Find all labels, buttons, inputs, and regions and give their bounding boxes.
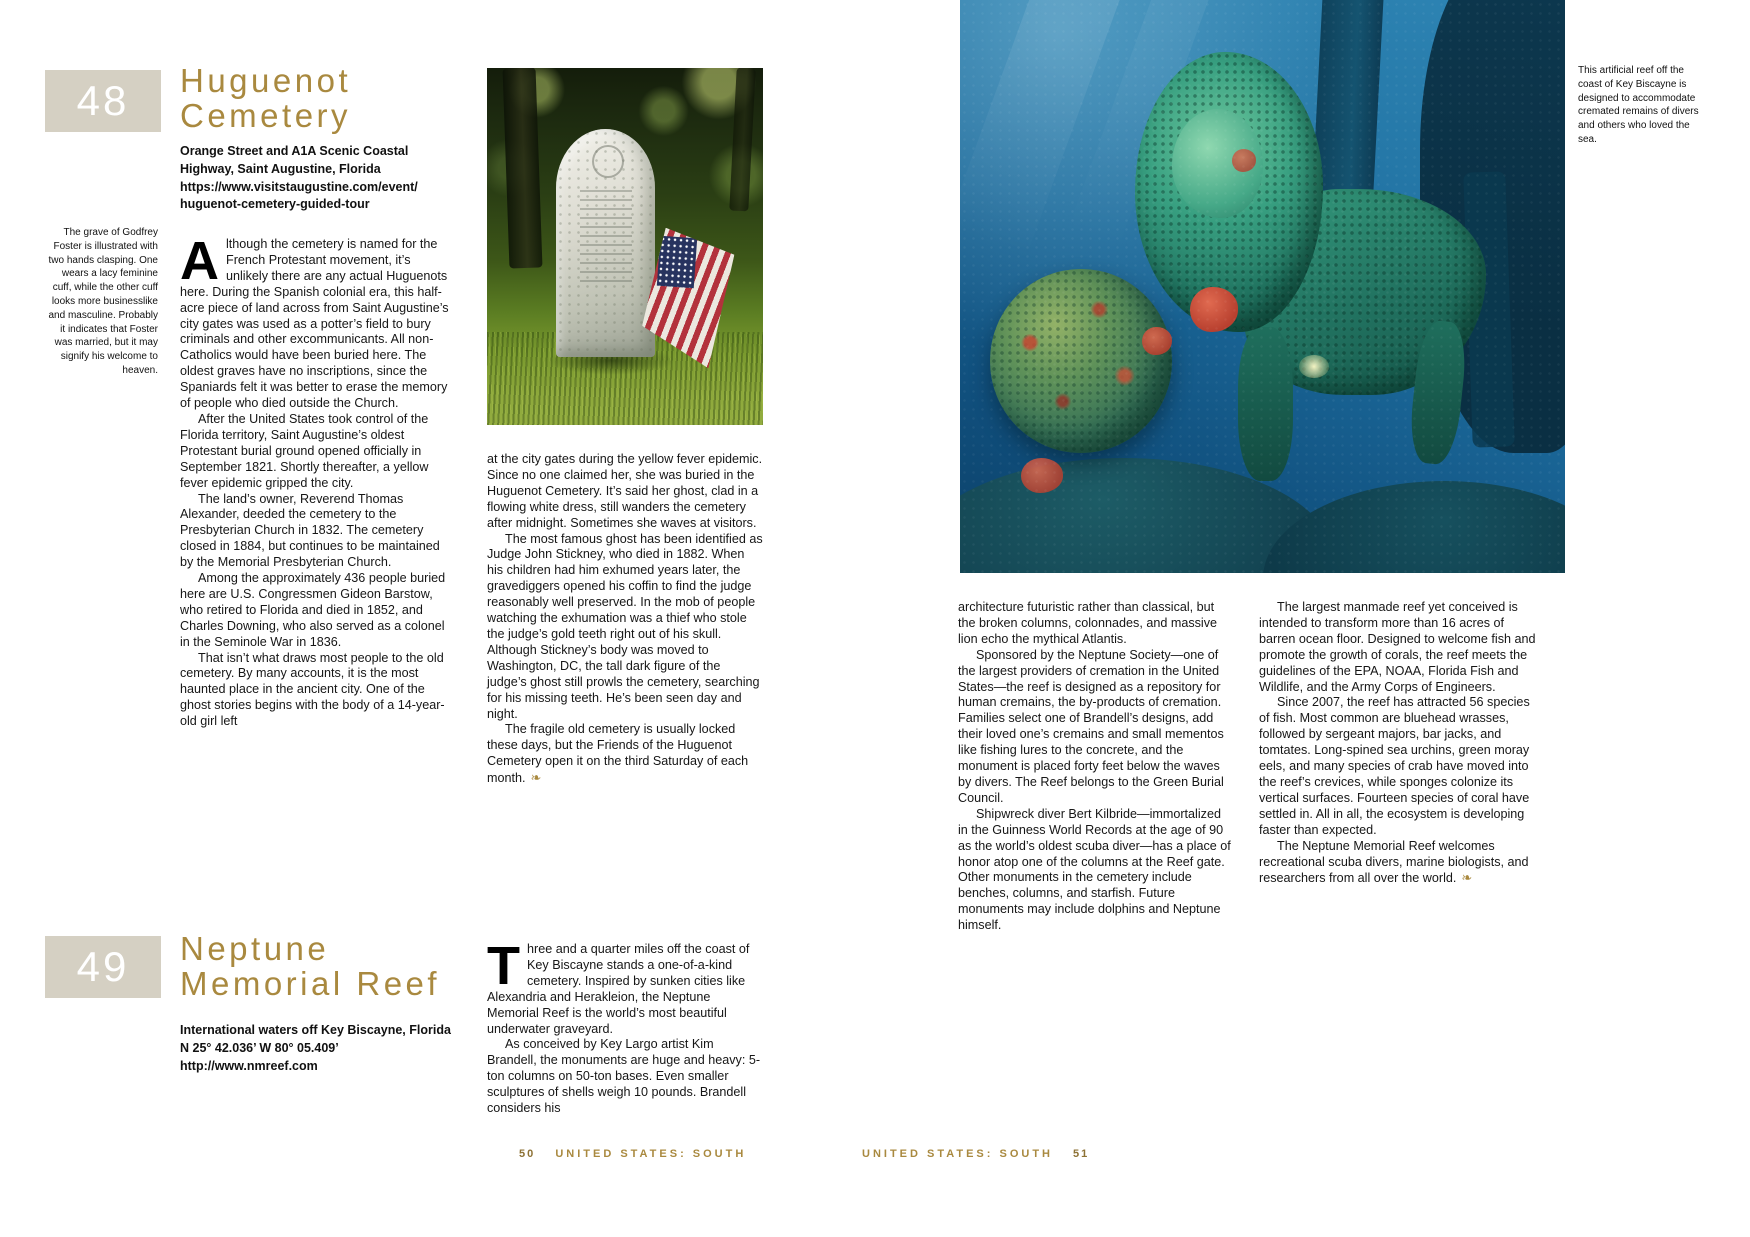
address-line: Orange Street and A1A Scenic Coastal xyxy=(180,144,409,158)
entry-number: 49 xyxy=(76,943,130,990)
address-line: huguenot-cemetery-guided-tour xyxy=(180,197,370,212)
paragraph-text: hree and a quarter miles off the coast of Key Biscayne stands a one-of-a-kind cemetery. Inspired by sunken cities like Alexandria and Herakleion, the Neptune Memorial Reef is the world’s most beautiful underwater graveyard. xyxy=(487,942,750,1036)
paragraph xyxy=(1259,839,1536,888)
paragraph xyxy=(487,722,763,787)
entry-title-line: Neptune xyxy=(180,930,330,967)
gravestone-photo xyxy=(487,68,763,425)
address-line: Highway, Saint Augustine, Florida xyxy=(180,161,381,176)
paragraph-text: The fragile old cemetery is usually locked these days, but the Friends of the Huguenot Cemetery open it on the third Saturday of each month. xyxy=(487,722,749,786)
gravestone-inscription-shape xyxy=(580,190,632,286)
paragraph-text: lthough the cemetery is named for the French Protestant movement, it’s unlikely there are any actual Huguenots here. During the Spanish colonial era, this half-acre piece of land across from Saint Augustine’s city gates was used as a potter’s field to bury criminals and other excommunicants. All non-Catholics would have been buried here. The oldest graves have no inscriptions, since the Spaniards felt it was better to erase the memory of people who died outside the Church. xyxy=(180,237,449,411)
body-column-1-entry-48 xyxy=(180,231,456,730)
entry-address-49 xyxy=(180,1022,480,1075)
end-of-article-ornament-icon: ❧ xyxy=(1461,870,1473,886)
entry-number-box-48 xyxy=(45,70,161,132)
address-line: http://www.nmreef.com xyxy=(180,1058,318,1073)
entry-number: 48 xyxy=(76,77,130,124)
water-particle-texture xyxy=(960,0,1565,573)
paragraph: Sponsored by the Neptune Society—one of the largest providers of cremation in the United States—the reef is designed as a repository for human cremains, the by-products of cremation. Families select one of Brandell’s designs, add their loved one’s cremains and small mementos like fishing lures to the concrete, and the monument is placed forty feet below the waves by divers. The Reef belongs to the Green Burial Council. xyxy=(958,647,1224,805)
flag-star-field-shape xyxy=(657,236,697,289)
page-number: 50 xyxy=(519,1148,536,1160)
dropcap-letter: T xyxy=(487,936,520,996)
paragraph: architecture futuristic rather than classical, but the broken columns, colonnades, and massive lion echo the mythical Atlantis. xyxy=(958,600,1218,646)
address-line: International waters off Key Biscayne, Florida xyxy=(180,1023,451,1037)
page-footer-right xyxy=(862,1148,1103,1160)
paragraph xyxy=(487,936,763,1037)
margin-caption-grave-of-godfrey-foster: The grave of Godfrey Foster is illustrated with two hands clasping. One wears a lacy feminine cuff, while the other cuff looks more businesslike and masculine. Probably it indicates that Foster was married, but it may signify his welcome to heaven. xyxy=(48,227,158,376)
end-of-article-ornament-icon: ❧ xyxy=(530,770,542,786)
entry-address-48 xyxy=(180,143,470,214)
body-column-2-entry-48 xyxy=(487,452,763,787)
page-number: 51 xyxy=(1073,1148,1090,1160)
entry-title-line: Memorial Reef xyxy=(180,964,441,1002)
paragraph: Since 2007, the reef has attracted 56 species of fish. Most common are bluehead wrasses, followed by sergeant majors, bar jacks, and tomtates. Long-spined sea urchins, green moray eels, and many species of crab have moved into the reef’s crevices, while sponges colonize its vertical surfaces. Fourteen species of coral have settled in. All in all, the ecosystem is developing faster than expected. xyxy=(1259,695,1530,837)
paragraph: The largest manmade reef yet conceived is intended to transform more than 16 acres of barren ocean floor. Designed to welcome fish and promote the growth of corals, the reef meets the guidelines of the EPA, NOAA, Florida Fish and Wildlife, and the Army Corps of Engineers. xyxy=(1259,600,1536,694)
section-title: UNITED STATES: SOUTH xyxy=(555,1148,747,1160)
paragraph: The most famous ghost has been identified as Judge John Stickney, who died in 1882. When his children had him exhumed years later, the gravediggers opened his coffin to find the judge reasonably well preserved. In the mob of people watching the exhumation was a thief who stole the judge’s gold teeth right out of his skull. Although Stickney’s body was moved to Washington, DC, the tall dark figure of the judge’s ghost still prowls the cemetery, searching for his missing teeth. He’s been seen day and night. xyxy=(487,531,763,721)
paragraph: Among the approximately 436 people buried here are U.S. Congressmen Gideon Barstow, who retired to Florida and died in 1852, and Charles Downing, who also served as a colonel in the Seminole War in 1836. xyxy=(180,571,446,649)
body-column-2-right-page xyxy=(1259,600,1536,887)
page-footer-left xyxy=(505,1148,746,1160)
gravestone-shape xyxy=(556,129,655,357)
paragraph: Shipwreck diver Bert Kilbride—immortalized in the Guinness World Records at the age of 90 as the world’s oldest scuba diver—has a place of honor atop one of the columns at the Reef gate. Other monuments in the cemetery include benches, columns, and starfish. Future monuments may include dolphins and Neptune himself. xyxy=(958,806,1231,933)
paragraph: As conceived by Key Largo artist Kim Brandell, the monuments are huge and heavy: 5-ton columns on 50-ton bases. Even smaller sculptures of shells weigh 10 pounds. Brandell considers his xyxy=(487,1037,761,1116)
paragraph: After the United States took control of the Florida territory, Saint Augustine’s oldest Protestant burial ground opened officially in September 1821. Shortly thereafter, a yellow fever epidemic gripped the city. xyxy=(180,411,429,490)
paragraph: The land’s owner, Reverend Thomas Alexander, deeded the cemetery to the Presbyterian Church in 1832. The cemetery closed in 1884, but continues to be maintained by the Memorial Presbyterian Church. xyxy=(180,491,440,570)
address-line: https://www.visitstaugustine.com/event/ xyxy=(180,179,418,194)
body-column-entry-49 xyxy=(487,936,763,1117)
address-line: N 25° 42.036’ W 80° 05.409’ xyxy=(180,1040,339,1055)
paragraph: That isn’t what draws most people to the old cemetery. By many accounts, it is the most haunted place in the ancient city. One of the ghost stories begins with the body of a 14-year-old girl left xyxy=(180,650,445,729)
paragraph-text: The Neptune Memorial Reef welcomes recreational scuba divers, marine biologists, and researchers from all over the world. xyxy=(1259,838,1529,886)
section-title: UNITED STATES: SOUTH xyxy=(862,1148,1053,1160)
entry-title-line: Cemetery xyxy=(180,96,352,134)
paragraph: at the city gates during the yellow fever epidemic. Since no one claimed her, she was buried in the Huguenot Cemetery. It’s said her ghost, clad in a flowing white dress, still wanders the cemetery after midnight. Sometimes she waves at visitors. xyxy=(487,452,763,530)
gravestone-crest-shape xyxy=(592,145,624,179)
entry-number-box-49 xyxy=(45,936,161,998)
dropcap-letter: A xyxy=(180,231,219,291)
entry-title-huguenot-cemetery xyxy=(180,64,351,134)
entry-title-neptune-memorial-reef xyxy=(180,932,440,1002)
underwater-reef-photo xyxy=(960,0,1565,573)
margin-caption-artificial-reef: This artificial reef off the coast of Key Biscayne is designed to accommodate cremated remains of divers and others who loved the sea. xyxy=(1578,65,1699,145)
body-column-1-right-page xyxy=(958,600,1234,934)
entry-title-line: Huguenot xyxy=(180,62,352,99)
paragraph xyxy=(180,231,456,412)
